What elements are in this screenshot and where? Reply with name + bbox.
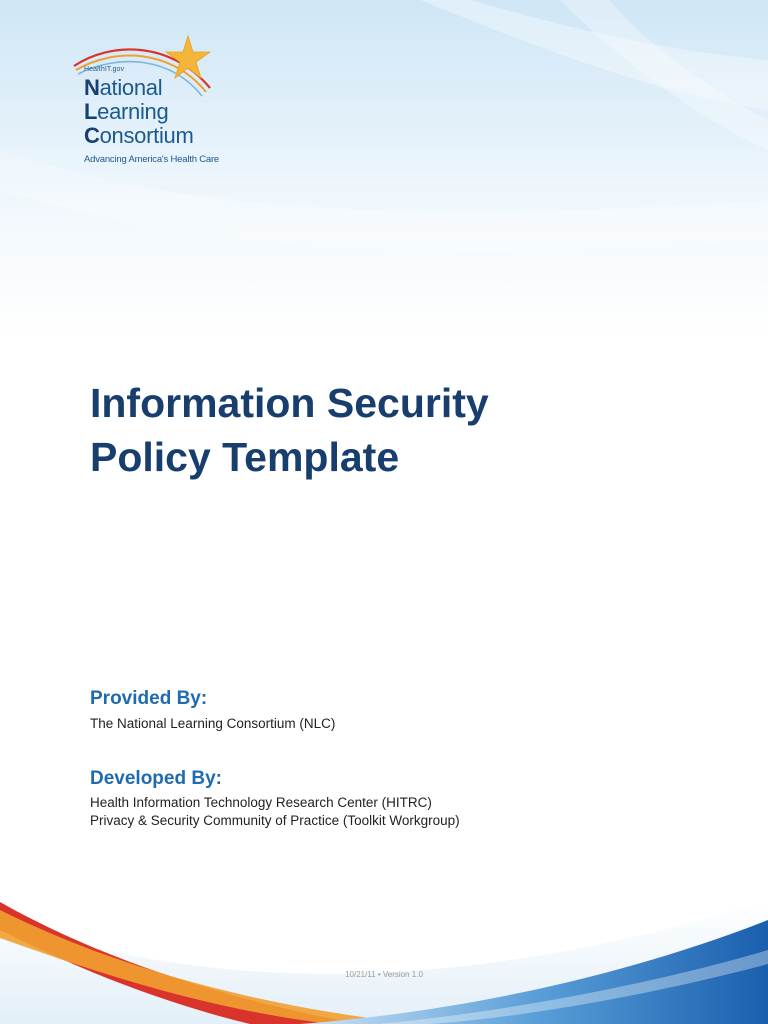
provided-by-line: The National Learning Consortium (NLC) (90, 716, 336, 731)
version-footer: 10/21/11 • Version 1.0 (345, 970, 423, 979)
logo-tagline: Advancing America's Health Care (84, 154, 220, 165)
logo-site-name: HealthIT.gov (84, 66, 125, 73)
footer-swoosh (0, 880, 768, 1024)
logo-line-consortium: Consortium (84, 123, 194, 148)
developed-by-line-1: Health Information Technology Research Center (HITRC) (90, 795, 432, 810)
logo-line-national: National (84, 75, 163, 100)
developed-by-line-2: Privacy & Security Community of Practice (Toolkit Workgroup) (90, 813, 460, 828)
developed-by-heading: Developed By: (90, 768, 222, 789)
logo-line-learning: Learning (84, 99, 169, 124)
provided-by-heading: Provided By: (90, 688, 208, 709)
nlc-logo (70, 32, 230, 172)
title-line-2: Policy Template (90, 434, 400, 480)
title-line-1: Information Security (90, 380, 489, 426)
document-title (90, 376, 690, 484)
